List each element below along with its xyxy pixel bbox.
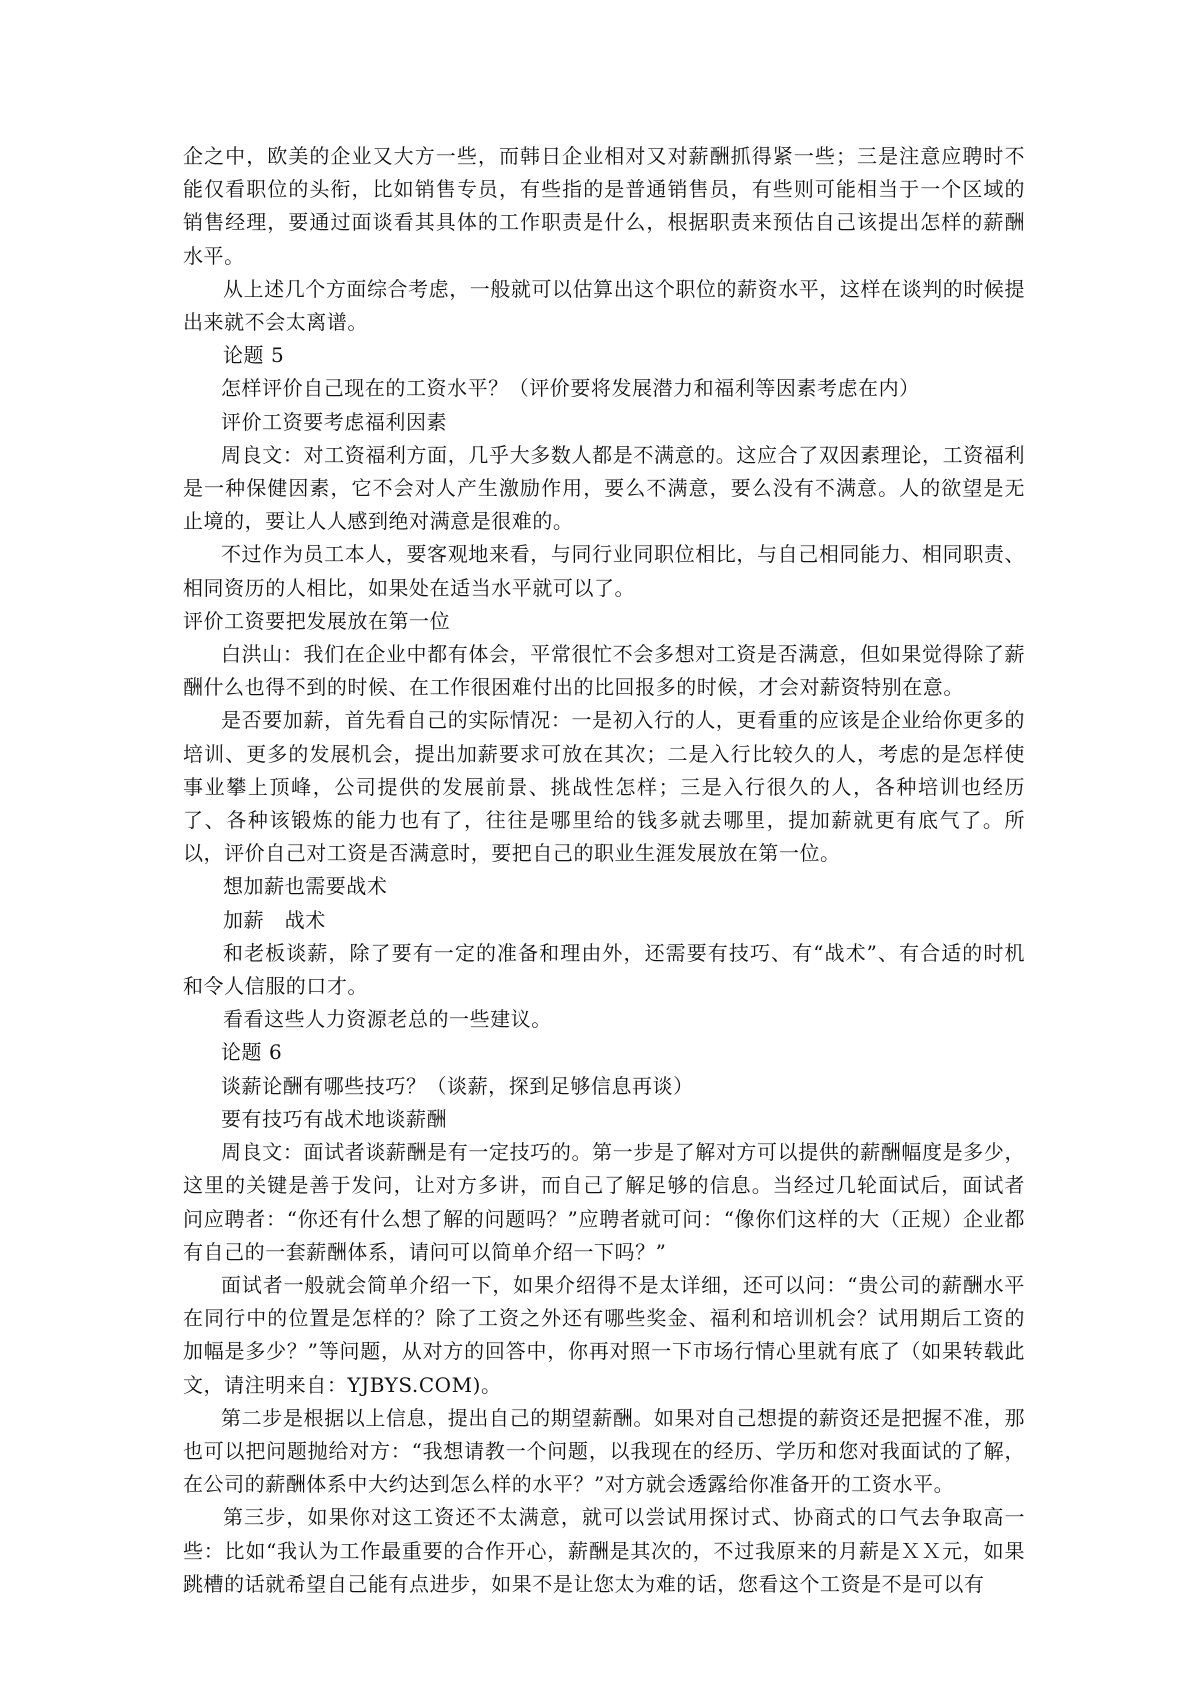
section-subheading: 想加薪也需要战术 <box>223 874 388 899</box>
paragraph: 第二步是根据以上信息，提出自己的期望薪酬。如果对自己想提的薪资还是把握不准，那也可以把问题抛给对方：“我想请教一个问题，以我现在的经历、学历和您对我面试的了解，在公司的薪酬体系中大约达到怎么样的水平？”对方就会透露给你准备开的工资水平。 <box>183 1405 1025 1497</box>
section-question: 怎样评价自己现在的工资水平？（评价要将发展潜力和福利等因素考虑在内） <box>221 376 920 401</box>
paragraph: 白洪山：我们在企业中都有体会，平常很忙不会多想对工资是否满意，但如果觉得除了薪酬什么也得不到的时候、在工作很困难付出的比回报多的时候，才会对薪资特别在意。 <box>183 642 1025 700</box>
paragraph: 从上述几个方面综合考虑，一般就可以估算出这个职位的薪资水平，这样在谈判的时候提出来就不会太离谱。 <box>183 276 1025 335</box>
paragraph: 企之中，欧美的企业又大方一些，而韩日企业相对又对薪酬抓得紧一些；三是注意应聘时不能仅看职位的头衔，比如销售专员，有些指的是普通销售员，有些则可能相当于一个区域的销售经理，要通过面谈看其具体的工作职责是什么，根据职责来预估自己该提出怎样的薪酬水平。 <box>183 144 1025 268</box>
section-subheading: 要有技巧有战术地谈薪酬 <box>221 1106 448 1131</box>
section-question: 谈薪论酬有哪些技巧？（谈薪，探到足够信息再谈） <box>221 1073 694 1098</box>
section-heading: 论题 6 <box>221 1040 283 1065</box>
paragraph: 周良文：对工资福利方面，几乎大多数人都是不满意的。这应合了双因素理论，工资福利是一种保健因素，它不会对人产生激励作用，要么不满意，要么没有不满意。人的欲望是无止境的，要让人人感到绝对满意是很难的。 <box>183 442 1025 534</box>
section-subheading: 评价工资要把发展放在第一位 <box>183 608 451 633</box>
paragraph: 面试者一般就会简单介绍一下，如果介绍得不是太详细，还可以问：“贵公司的薪酬水平在同行中的位置是怎样的？除了工资之外还有哪些奖金、福利和培训机会？试用期后工资的加幅是多少？”等问题，从对方的回答中，你再对照一下市场行情心里就有底了（如果转载此文，请注明来自：YJBYS.COM)。 <box>183 1272 1025 1397</box>
keywords-line: 加薪 战术 <box>223 907 326 932</box>
section-heading: 论题 5 <box>223 343 285 368</box>
section-subheading: 评价工资要考虑福利因素 <box>221 409 448 434</box>
paragraph: 第三步，如果你对这工资还不太满意，就可以尝试用探讨式、协商式的口气去争取高一些：比如“我认为工作最重要的合作开心，薪酬是其次的，不过我原来的月薪是ＸＸ元，如果跳槽的话就希望自己能有点进步，如果不是让您太为难的话，您看这个工资是不是可以有 <box>183 1505 1025 1596</box>
paragraph: 和老板谈薪，除了要有一定的准备和理由外，还需要有技巧、有“战术”、有合适的时机和令人信服的口才。 <box>183 940 1025 999</box>
document-page <box>183 140 1025 1601</box>
paragraph: 不过作为员工本人，要客观地来看，与同行业同职位相比，与自己相同能力、相同职责、相同资历的人相比，如果处在适当水平就可以了。 <box>183 542 1025 600</box>
paragraph: 周良文：面试者谈薪酬是有一定技巧的。第一步是了解对方可以提供的薪酬幅度是多少，这里的关键是善于发问，让对方多讲，而自己了解足够的信息。当经过几轮面试后，面试者问应聘者：“你还有什么想了解的问题吗？”应聘者就可问：“像你们这样的大（正规）企业都有自己的一套薪酬体系，请问可以简单介绍一下吗？” <box>183 1140 1025 1264</box>
paragraph: 是否要加薪，首先看自己的实际情况：一是初入行的人，更看重的应该是企业给你更多的培训、更多的发展机会，提出加薪要求可放在其次；二是入行比较久的人，考虑的是怎样使事业攀上顶峰，公司提供的发展前景、挑战性怎样；三是入行很久的人，各种培训也经历了、各种该锻炼的能力也有了，往往是哪里给的钱多就去哪里，提加薪就更有底气了。所以，评价自己对工资是否满意时，要把自己的职业生涯发展放在第一位。 <box>183 708 1025 866</box>
paragraph: 看看这些人力资源老总的一些建议。 <box>223 1007 552 1032</box>
